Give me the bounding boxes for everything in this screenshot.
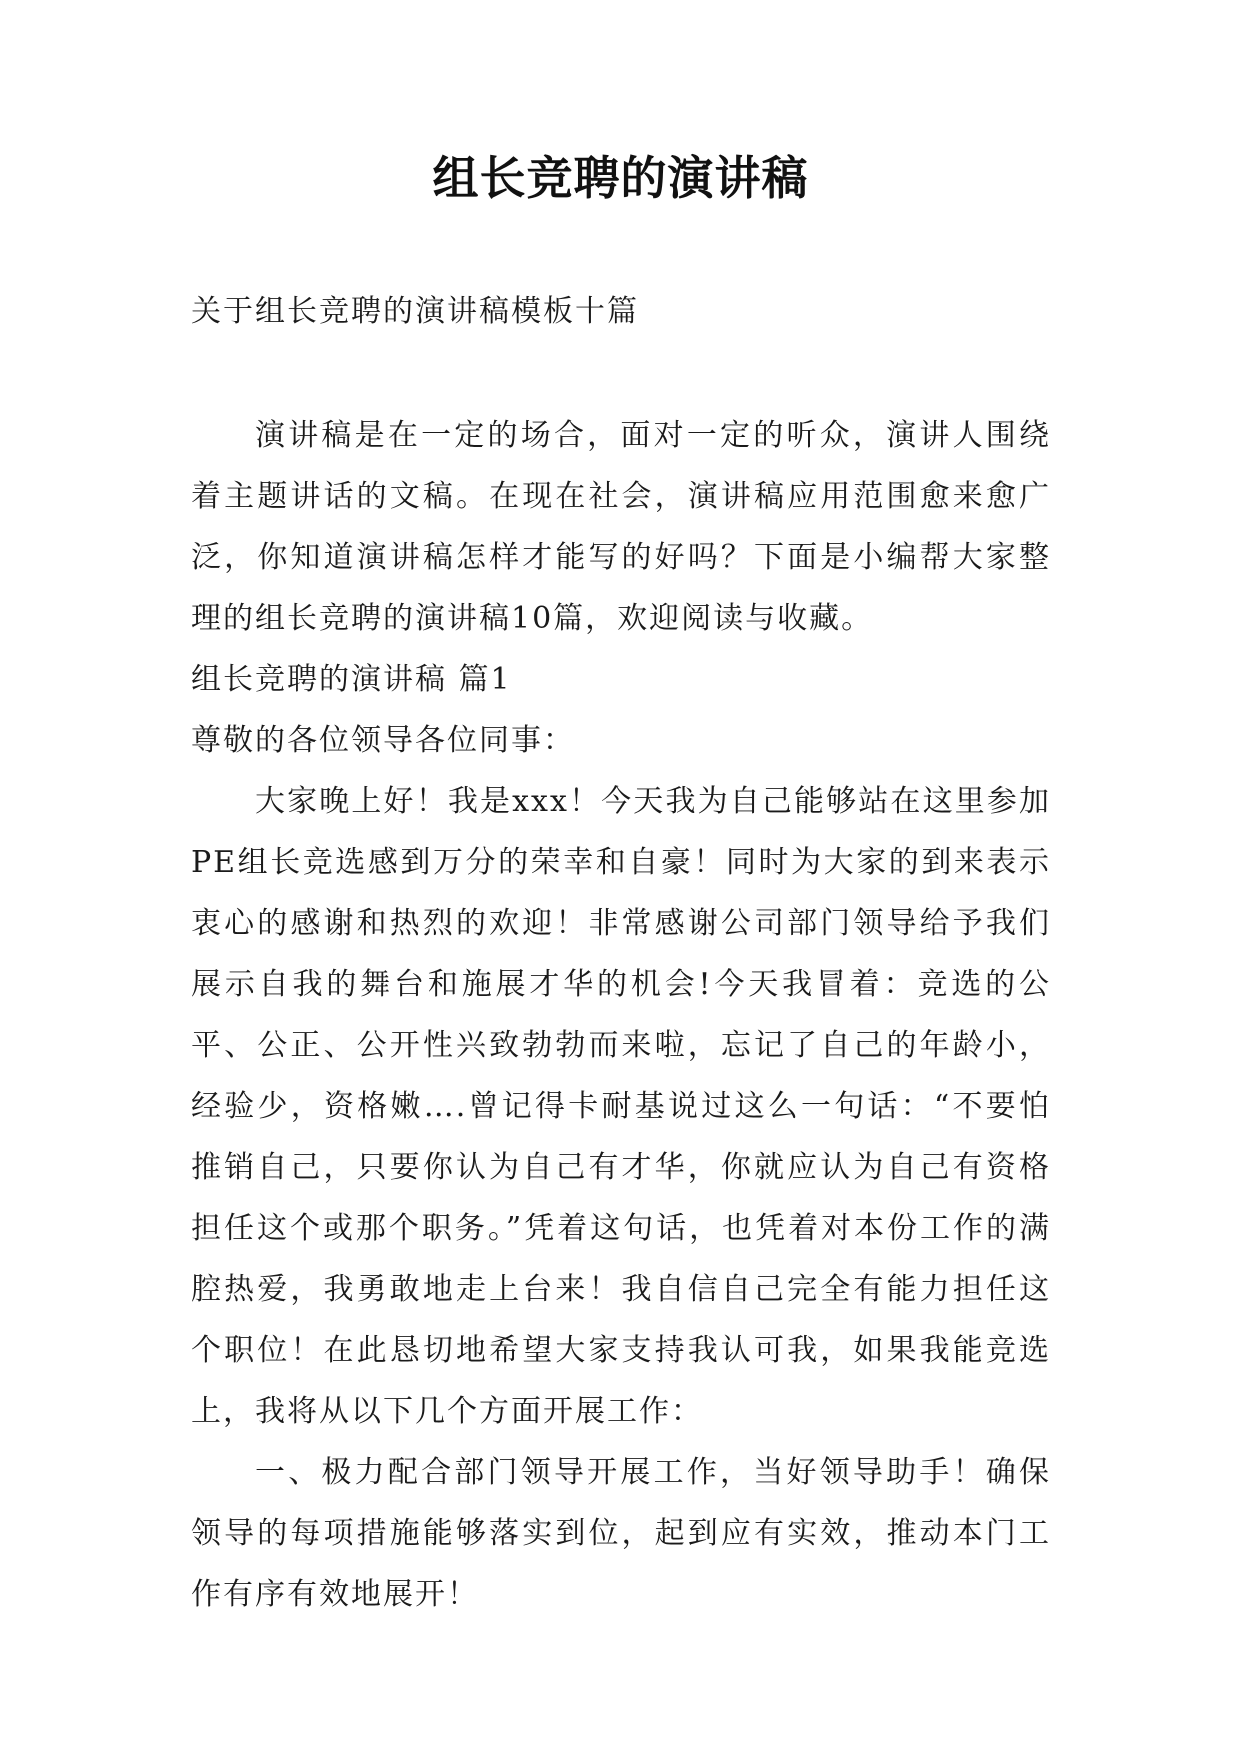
- salutation: 尊敬的各位领导各位同事：: [191, 723, 575, 758]
- document-body: [191, 405, 1051, 1625]
- document-subtitle: 关于组长竞聘的演讲稿模板十篇: [191, 294, 639, 329]
- document-title: 组长竞聘的演讲稿: [432, 151, 809, 205]
- body-paragraph: 一、极力配合部门领导开展工作，当好领导助手！确保领导的每项措施能够落实到位，起到应有实效，推动本门工作有序有效地展开！: [191, 1455, 1051, 1612]
- intro-paragraph: 演讲稿是在一定的场合，面对一定的听众，演讲人围绕着主题讲话的文稿。在现在社会，演讲稿应用范围愈来愈广泛，你知道演讲稿怎样才能写的好吗？下面是小编帮大家整理的组长竞聘的演讲稿10篇，欢迎阅读与收藏。: [191, 418, 1051, 636]
- body-paragraph: 大家晚上好！我是xxx！今天我为自己能够站在这里参加PE组长竞选感到万分的荣幸和自豪！同时为大家的到来表示衷心的感谢和热烈的欢迎！非常感谢公司部门领导给予我们展示自我的舞台和施展才华的机会!今天我冒着：竞选的公平、公正、公开性兴致勃勃而来啦，忘记了自己的年龄小，经验少，资格嫩….曾记得卡耐基说过这么一句话：“不要怕推销自己，只要你认为自己有才华，你就应认为自己有资格担任这个或那个职务。”凭着这句话，也凭着对本份工作的满腔热爱，我勇敢地走上台来！我自信自己完全有能力担任这个职位！在此恳切地希望大家支持我认可我，如果我能竞选上，我将从以下几个方面开展工作：: [191, 784, 1051, 1429]
- section-heading: 组长竞聘的演讲稿 篇1: [191, 662, 512, 697]
